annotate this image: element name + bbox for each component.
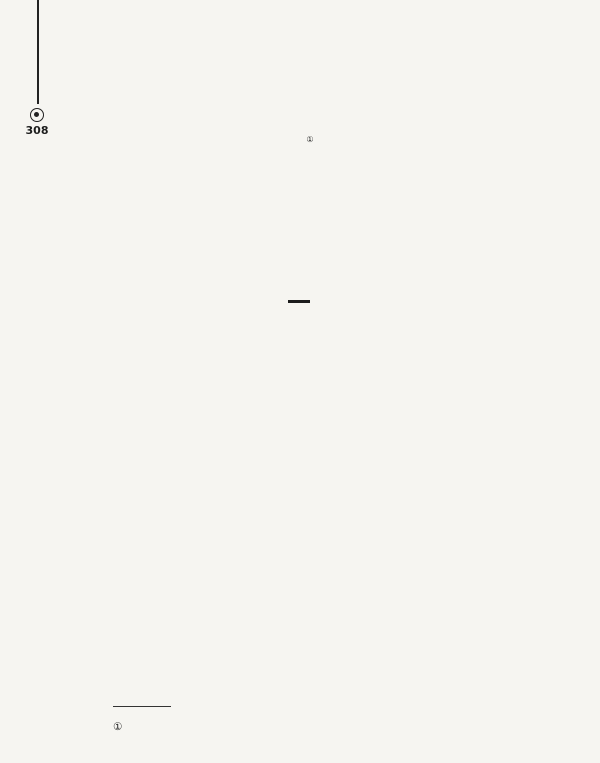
author-line: [190, 135, 430, 150]
journal-section-title: [31, 162, 45, 332]
margin-rule: [37, 0, 39, 104]
page-number: 308: [25, 124, 49, 137]
author-footnote-mark: ①: [306, 135, 314, 144]
footnote: [113, 721, 525, 733]
page-number-ornament: [30, 108, 44, 122]
footnote-mark: ①: [113, 721, 123, 733]
footnote-rule: [113, 706, 171, 707]
section-marker: [288, 300, 310, 303]
